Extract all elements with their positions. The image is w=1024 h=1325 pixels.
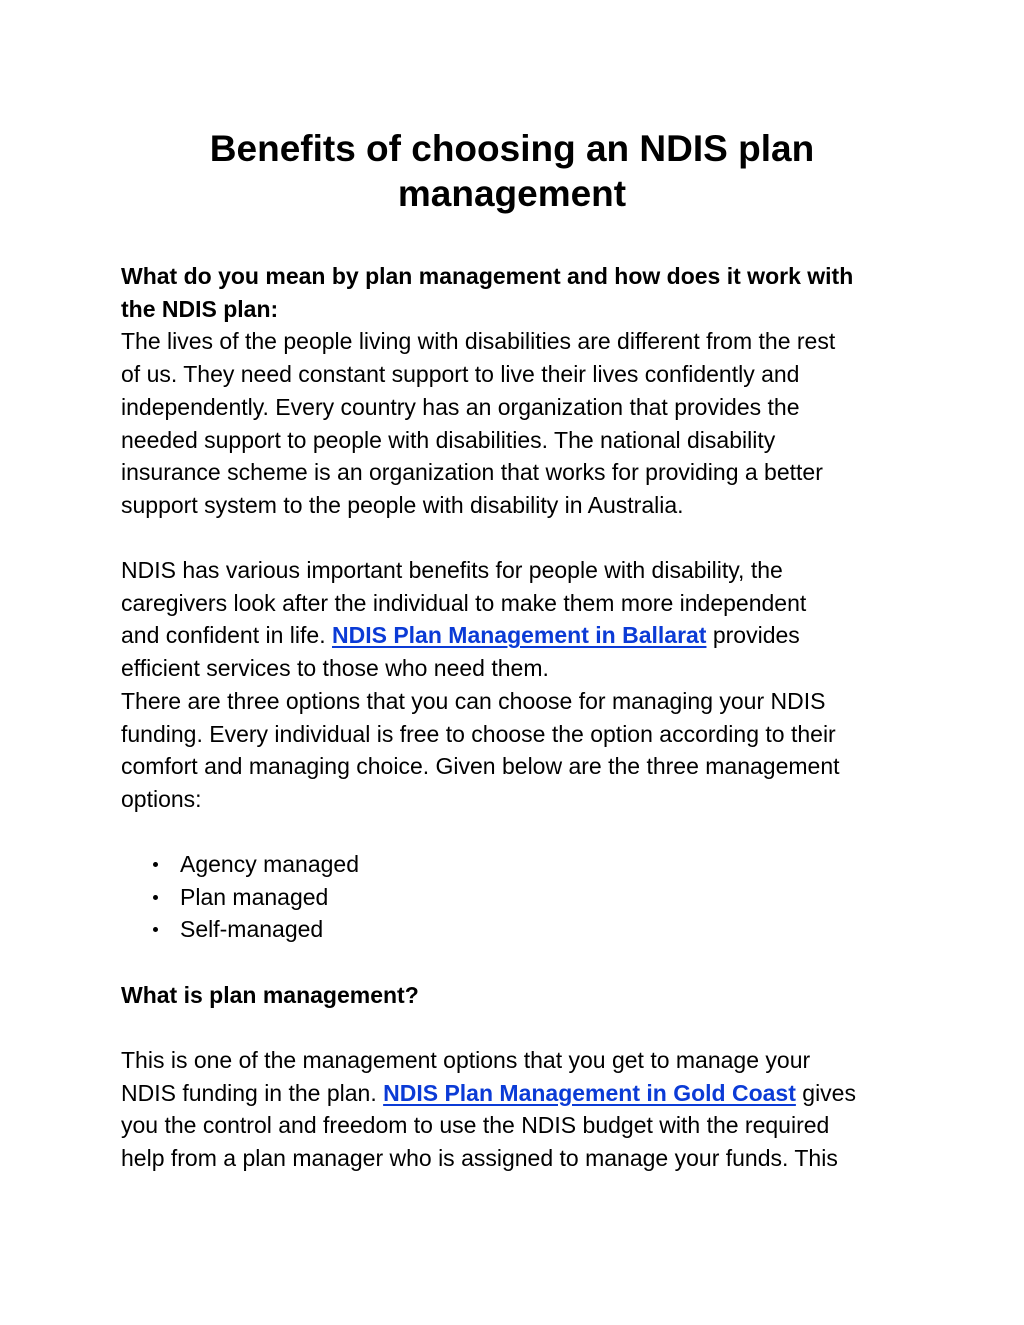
ndis-gold-coast-link[interactable]: NDIS Plan Management in Gold Coast (383, 1079, 796, 1106)
bullet-icon (153, 927, 158, 932)
paragraph-line: needed support to people with disabilities. The national disability (121, 426, 776, 453)
paragraph-line: provides (706, 622, 800, 649)
paragraph-line: The lives of the people living with disabilities are different from the rest (121, 328, 836, 355)
paragraph-line: options: (121, 785, 202, 812)
section-heading-cont: the NDIS plan: (121, 295, 279, 322)
list-item (121, 913, 359, 946)
paragraph-line: efficient services to those who need them. (121, 655, 549, 682)
page-title (120, 126, 904, 216)
ndis-ballarat-link[interactable]: NDIS Plan Management in Ballarat (331, 622, 707, 649)
paragraph-line: you the control and freedom to use the NDIS budget with the required (121, 1112, 830, 1139)
plan-management-heading (121, 979, 921, 1012)
paragraph-line: independently. Every country has an organization that provides the (121, 393, 800, 420)
list-item (121, 881, 359, 914)
paragraph-line: This is one of the management options that you get to manage your (121, 1047, 811, 1073)
paragraph-line: caregivers look after the individual to make them more independent (121, 589, 807, 616)
option-label: Plan managed (180, 883, 329, 910)
paragraph-line: support system to the people with disability in Australia. (121, 491, 684, 518)
paragraph-line: NDIS funding in the plan. (121, 1079, 384, 1106)
option-label: Self-managed (180, 916, 324, 943)
title-line-1: Benefits of choosing an NDIS plan (209, 128, 815, 169)
paragraph-line: help from a plan manager who is assigned to manage your funds. This (121, 1145, 838, 1172)
section-benefits (121, 554, 921, 816)
paragraph-line: and confident in life. (121, 622, 332, 649)
bullet-icon (153, 862, 158, 867)
section-plan-management (121, 1044, 921, 1175)
bullet-icon (153, 895, 158, 900)
paragraph-line: funding. Every individual is free to choose the option according to their (121, 720, 836, 747)
paragraph-line: gives (795, 1079, 856, 1106)
paragraph-line: of us. They need constant support to live their lives confidently and (121, 361, 800, 388)
section-intro (121, 260, 921, 522)
paragraph-line: insurance scheme is an organization that works for providing a better (121, 459, 823, 486)
paragraph-line: comfort and managing choice. Given below are the three management (121, 753, 840, 780)
option-label: Agency managed (180, 851, 360, 877)
section-heading: What do you mean by plan management and how does it work with (121, 263, 854, 289)
list-item (121, 848, 359, 881)
title-line-2: management (397, 173, 627, 214)
management-options-list (121, 848, 359, 946)
paragraph-line: NDIS has various important benefits for people with disability, the (121, 557, 783, 583)
paragraph-line: There are three options that you can choose for managing your NDIS (121, 687, 826, 714)
section-heading: What is plan management? (121, 982, 419, 1008)
